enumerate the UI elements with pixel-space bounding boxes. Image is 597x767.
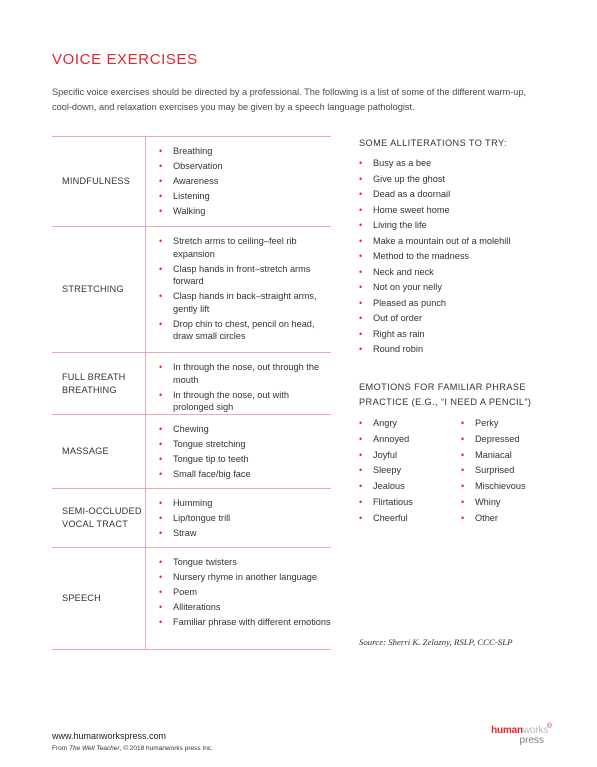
alliteration-item: • Round robin — [359, 343, 510, 356]
exercises-table — [52, 136, 331, 650]
exercise-items — [145, 489, 331, 547]
exercise-item: • Tongue twisters — [159, 556, 331, 569]
alliteration-item: • Not on your nelly — [359, 281, 510, 294]
exercise-category: FULL BREATH BREATHING — [62, 371, 126, 395]
emotion-item: • Annoyed — [359, 433, 413, 446]
humanworks-logo — [486, 723, 552, 746]
exercise-items — [145, 415, 331, 488]
emotions-list-2 — [461, 417, 526, 528]
intro-paragraph: Specific voice exercises should be directed by a professional. The following is a list of some of the different warm-up, cool-down, and relaxation exercises you may be given by a speech language pathologist. — [52, 87, 527, 112]
emotions-list-1 — [359, 417, 413, 528]
emotions-heading: EMOTIONS FOR FAMILIAR PHRASE PRACTICE (E.G., “I NEED A PENCIL”) — [359, 382, 532, 407]
footer-from-suffix: , © 2018 humanworks press Inc. — [119, 745, 213, 752]
exercise-item: • Awareness — [159, 175, 331, 188]
alliteration-item: • Right as rain — [359, 328, 510, 341]
emotion-item: • Jealous — [359, 480, 413, 493]
alliteration-item: • Make a mountain out of a molehill — [359, 235, 510, 248]
exercise-row — [52, 226, 331, 352]
exercise-row — [52, 352, 331, 414]
exercise-items — [145, 137, 331, 226]
exercise-row — [52, 414, 331, 488]
logo-press: press — [519, 735, 544, 746]
alliteration-item: • Living the life — [359, 219, 510, 232]
exercise-item: • Stretch arms to ceiling–feel rib expansion — [159, 235, 331, 260]
exercise-item: • Familiar phrase with different emotions — [159, 616, 331, 629]
exercise-items — [145, 353, 331, 414]
alliteration-item: • Method to the madness — [359, 250, 510, 263]
alliterations-list — [359, 157, 510, 359]
exercise-items — [145, 548, 331, 649]
alliteration-item: • Dead as a doornail — [359, 188, 510, 201]
alliteration-item: • Neck and neck — [359, 266, 510, 279]
exercise-row — [52, 488, 331, 547]
exercise-item: • Straw — [159, 527, 331, 540]
alliterations-heading: SOME ALLITERATIONS TO TRY: — [359, 138, 507, 148]
emotion-item: • Cheerful — [359, 512, 413, 525]
emotion-item: • Joyful — [359, 449, 413, 462]
alliteration-item: • Busy as a bee — [359, 157, 510, 170]
emotion-item: • Flirtatious — [359, 496, 413, 509]
exercise-item: • Humming — [159, 497, 331, 510]
exercise-item: • Tongue stretching — [159, 438, 331, 451]
exercise-row — [52, 547, 331, 650]
exercise-item: • Breathing — [159, 145, 331, 158]
exercise-item: • Clasp hands in front–stretch arms forward — [159, 263, 331, 288]
exercise-category: SEMI-OCCLUDED VOCAL TRACT — [62, 506, 142, 529]
emotion-item: • Angry — [359, 417, 413, 430]
alliteration-item: • Out of order — [359, 312, 510, 325]
emotion-item: • Other — [461, 512, 526, 525]
exercise-item: • Walking — [159, 205, 331, 218]
page-title: VOICE EXERCISES — [52, 51, 198, 68]
registered-mark: ® — [546, 723, 552, 730]
footer-book-title: The Well Teacher — [68, 745, 120, 752]
exercise-item: • Chewing — [159, 423, 331, 436]
emotion-item: • Mischievous — [461, 480, 526, 493]
emotion-item: • Depressed — [461, 433, 526, 446]
exercise-row — [52, 136, 331, 226]
exercise-category: MINDFULNESS — [62, 176, 131, 186]
exercise-item: • Clasp hands in back–straight arms, gently lift — [159, 290, 331, 315]
exercise-item: • Small face/big face — [159, 468, 331, 481]
exercise-item: • Lip/tongue trill — [159, 512, 331, 525]
footer-url: www.humanworkspress.com — [52, 731, 167, 741]
emotion-item: • Surprised — [461, 464, 526, 477]
exercise-item: • In through the nose, out with prolonged sigh — [159, 389, 331, 414]
exercise-category: MASSAGE — [62, 446, 109, 456]
emotion-item: • Sleepy — [359, 464, 413, 477]
exercise-items — [145, 227, 331, 352]
alliteration-item: • Home sweet home — [359, 204, 510, 217]
exercise-item: • Nursery rhyme in another language — [159, 571, 331, 584]
source-note: Source: Sherri K. Zelazny, RSLP, CCC-SLP — [359, 637, 513, 647]
alliteration-item: • Pleased as punch — [359, 297, 510, 310]
alliteration-item: • Give up the ghost — [359, 173, 510, 186]
exercise-item: • Tongue tip to teeth — [159, 453, 331, 466]
emotion-item: • Perky — [461, 417, 526, 430]
emotion-item: • Maniacal — [461, 449, 526, 462]
exercise-category: STRETCHING — [62, 284, 124, 294]
exercise-item: • Observation — [159, 160, 331, 173]
footer-credit — [52, 745, 213, 752]
footer-from-prefix: From — [52, 745, 68, 752]
exercise-item: • Drop chin to chest, pencil on head, draw small circles — [159, 318, 331, 343]
emotion-item: • Whiny — [461, 496, 526, 509]
logo-human: human — [491, 725, 523, 736]
exercise-item: • Listening — [159, 190, 331, 203]
logo-works: works — [522, 725, 548, 736]
exercise-item: • In through the nose, out through the mouth — [159, 361, 331, 386]
exercise-item: • Alliterations — [159, 601, 331, 614]
exercise-category: SPEECH — [62, 593, 101, 603]
exercise-item: • Poem — [159, 586, 331, 599]
